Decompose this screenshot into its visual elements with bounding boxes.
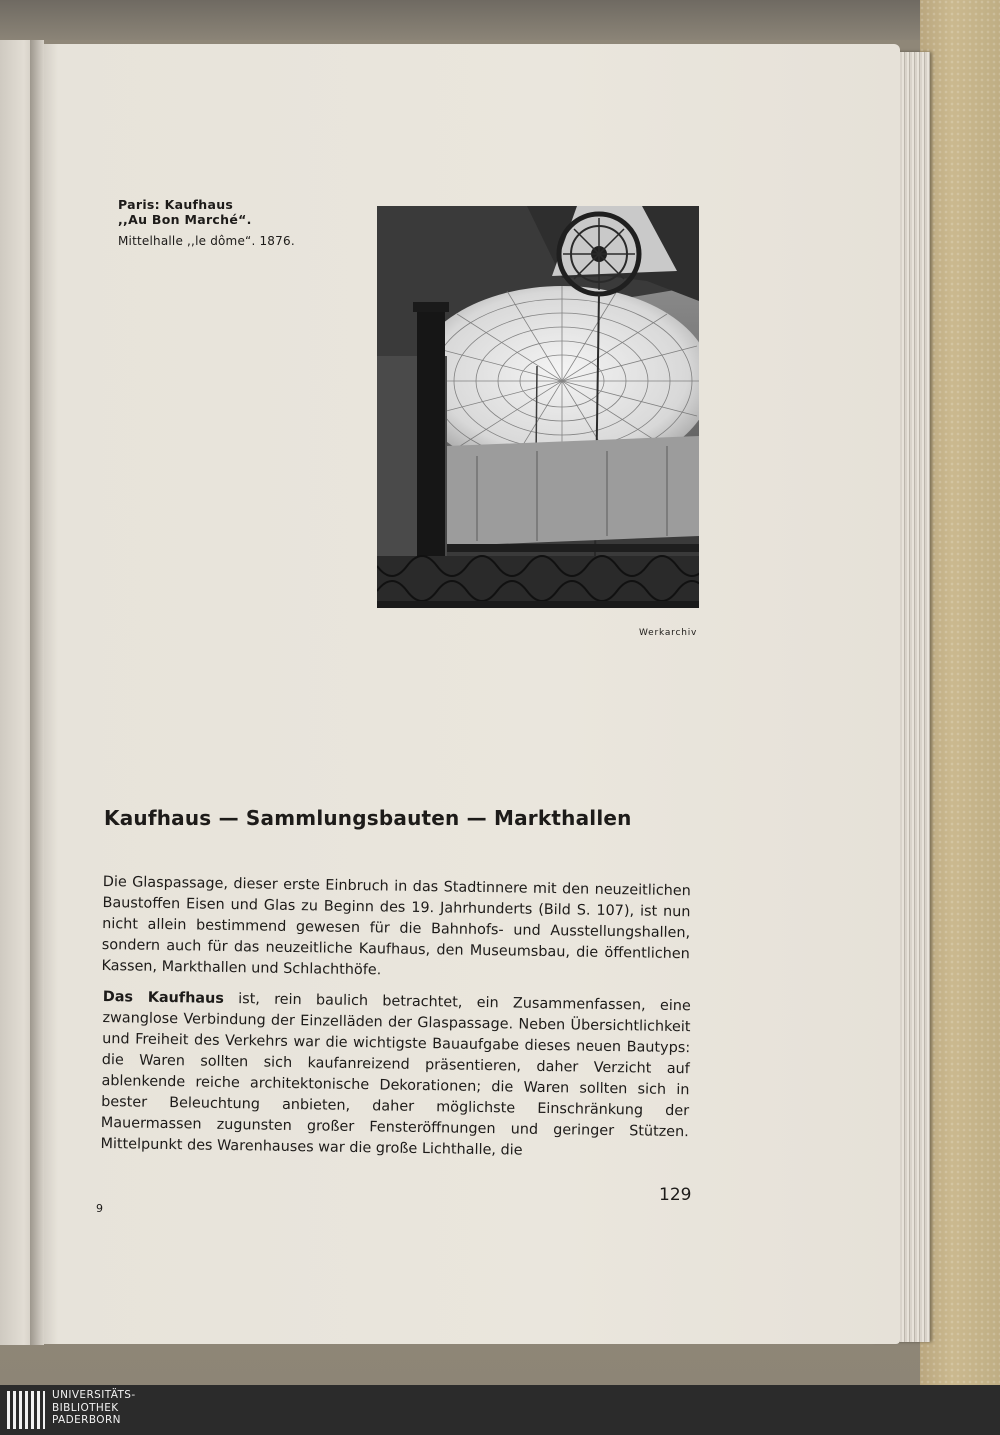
paragraph-kaufhaus-text: ist, rein baulich betrachtet, ein Zusammenfassen, eine zwanglose Verbindung der Einzelläden der Glaspassage. Neben Übersichtlichkeit und Freiheit des Verkehrs war die wichtigste Bauaufgabe dieses neuen Bautyps: die Waren sollten sich kaufanreizend präsentieren, daher Verzicht auf ablenkende reiche architektonische Dekorationen; die Waren sollten sich in bester Beleuchtung anbieten, daher möglichste Einschränkung der Mauermassen zugunsten großer Fensteröffnungen und geringer Stützen. Mittelpunkt des Warenhauses war die große Lichthalle, die (100, 990, 691, 1159)
library-name (52, 1389, 136, 1427)
library-name-line3: PADERBORN (52, 1414, 121, 1426)
library-name-line1: UNIVERSITÄTS- (52, 1389, 136, 1401)
photo-credit: Werkarchiv (639, 628, 698, 638)
library-name-line2: BIBLIOTHEK (52, 1401, 119, 1414)
section-heading: Kaufhaus — Sammlungsbauten — Markthallen (104, 806, 632, 830)
library-logo-icon (6, 1389, 48, 1431)
caption-title-line2: ,,Au Bon Marché“. (118, 212, 252, 227)
cover-top-edge (0, 0, 1000, 40)
library-footer (0, 1385, 1000, 1435)
page-number: 129 (659, 1185, 692, 1205)
sheet-signature: 9 (96, 1202, 103, 1215)
caption-title (118, 197, 252, 227)
cover-right-edge (920, 0, 1000, 1385)
photo-glass-dome (377, 206, 699, 608)
paragraph-kaufhaus-lead: Das Kaufhaus (102, 988, 225, 1007)
paragraph-glaspassage: Die Glaspassage, dieser erste Einbruch in das Stadtinnere mit den neuzeitlichen Baustoffen Eisen und Glas zu Beginn des 19. Jahrhunderts (Bild S. 107), ist nun nicht allein bestimmend gewesen für die Bahnhofs- und Ausstellungshallen, sondern auch für das neuzeitliche Kaufhaus, den Museumsbau, die öffentlichen Kassen, Markthallen und Schlachthöfe. (101, 873, 691, 979)
paragraph-kaufhaus (100, 987, 691, 1164)
caption-title-line1: Paris: Kaufhaus (118, 197, 234, 212)
caption-subtitle: Mittelhalle ,,le dôme“. 1876. (118, 234, 295, 248)
book-gutter (30, 40, 44, 1345)
